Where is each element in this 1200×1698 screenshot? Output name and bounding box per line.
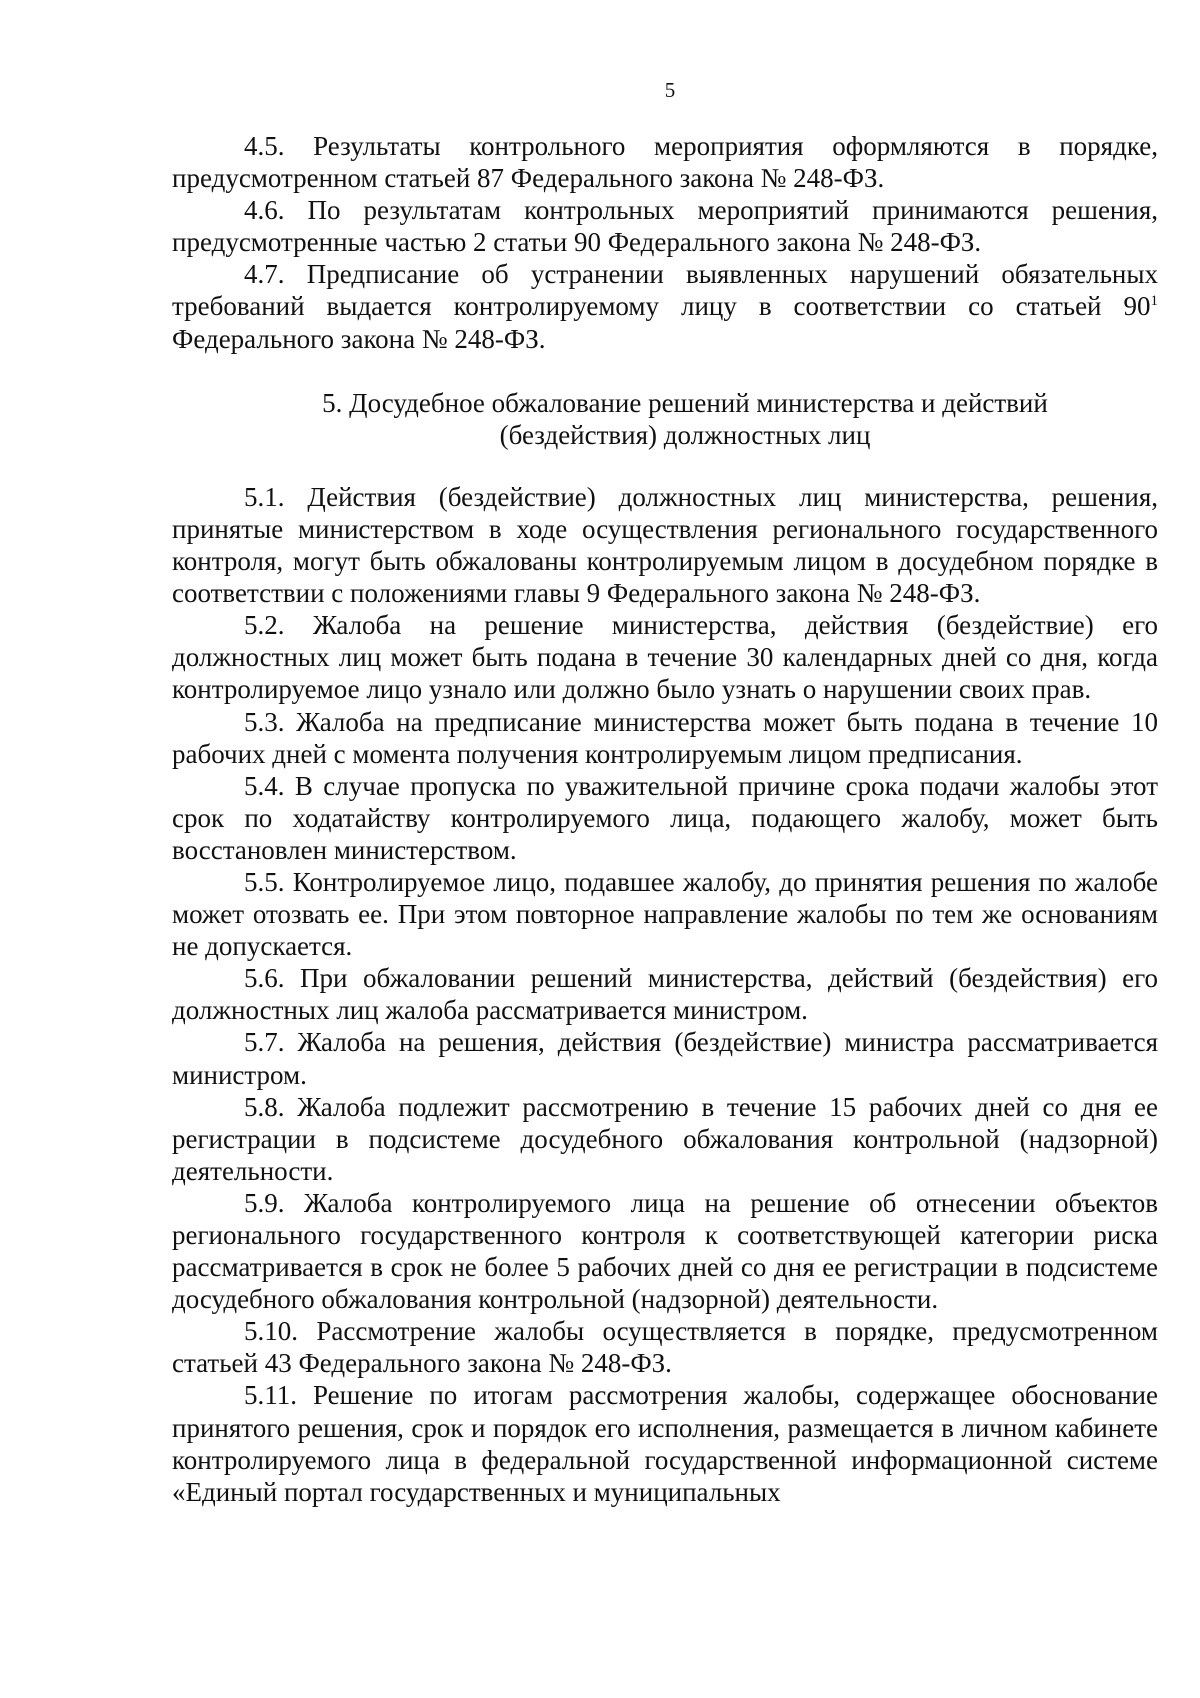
paragraph-4-7-text-before: 4.7. Предписание об устранении выявленных нарушений обязательных требований выдается контролируемому лицу в соответствии со статьей 90 [172,259,1158,322]
section-heading [172,387,1158,451]
paragraph-5-3: 5.3. Жалоба на предписание министерства может быть подана в течение 10 рабочих дней с момента получения контролируемым лицом предписания. [172,706,1158,769]
paragraph-5-4: 5.4. В случае пропуска по уважительной причине срока подачи жалобы этот срок по ходатайству контролируемого лица, подающего жалобу, может быть восстановлен министерством. [172,770,1158,865]
page-number: 5 [664,78,676,102]
paragraph-4-5: 4.5. Результаты контрольного мероприятия оформляются в порядке, предусмотренном статьей 87 Федерального закона № 248-ФЗ. [172,131,1158,194]
paragraph-5-11: 5.11. Решение по итогам рассмотрения жалобы, содержащее обоснование принятого решения, срок и порядок его исполнения, размещается в личном кабинете контролируемого лица в федеральной государственной информационной системе «Единый портал государственных и муниципальных [172,1380,1158,1507]
paragraph-5-1: 5.1. Действия (бездействие) должностных лиц министерства, решения, принятые министерством в ходе осуществления регионального государственного контроля, могут быть обжалованы контролируемым лицом в досудебном порядке в соответствии с положениями главы 9 Федерального закона № 248-ФЗ. [172,481,1158,609]
paragraph-4-6: 4.6. По результатам контрольных мероприятий принимаются решения, предусмотренные частью 2 статьи 90 Федерального закона № 248-ФЗ. [172,195,1158,258]
section-heading-line-1: 5. Досудебное обжалование решений министерства и действий [322,387,1048,418]
section-heading-line-2: (бездействия) должностных лиц [499,419,871,450]
document-page [172,78,1158,1508]
paragraph-4-7 [172,258,1158,354]
paragraph-4-7-text-after: Федерального закона № 248-ФЗ. [172,323,546,354]
paragraph-5-10: 5.10. Рассмотрение жалобы осуществляется в порядке, предусмотренном статьей 43 Федерального закона № 248-ФЗ. [172,1316,1158,1379]
paragraph-5-7: 5.7. Жалоба на решения, действия (бездействие) министра рассматривается министром. [172,1027,1158,1090]
paragraph-5-2: 5.2. Жалоба на решение министерства, действия (бездействие) его должностных лиц может быть подана в течение 30 календарных дней со дня, когда контролируемое лицо узнало или должно было узнать о нарушении своих прав. [172,610,1158,705]
paragraph-5-6: 5.6. При обжаловании решений министерства, действий (бездействия) его должностных лиц жалоба рассматривается министром. [172,963,1158,1026]
paragraph-5-8: 5.8. Жалоба подлежит рассмотрению в течение 15 рабочих дней со дня ее регистрации в подсистеме досудебного обжалования контрольной (надзорной) деятельности. [172,1091,1158,1186]
superscript-marker: 1 [1150,293,1158,310]
paragraph-5-5: 5.5. Контролируемое лицо, подавшее жалобу, до принятия решения по жалобе может отозвать ее. При этом повторное направление жалобы по тем же основаниям не допускается. [172,866,1158,962]
paragraph-5-9: 5.9. Жалоба контролируемого лица на решение об отнесении объектов регионального государственного контроля к соответствующей категории риска рассматривается в срок не более 5 рабочих дней со дня ее регистрации в подсистеме досудебного обжалования контрольной (надзорной) деятельности. [172,1187,1158,1315]
